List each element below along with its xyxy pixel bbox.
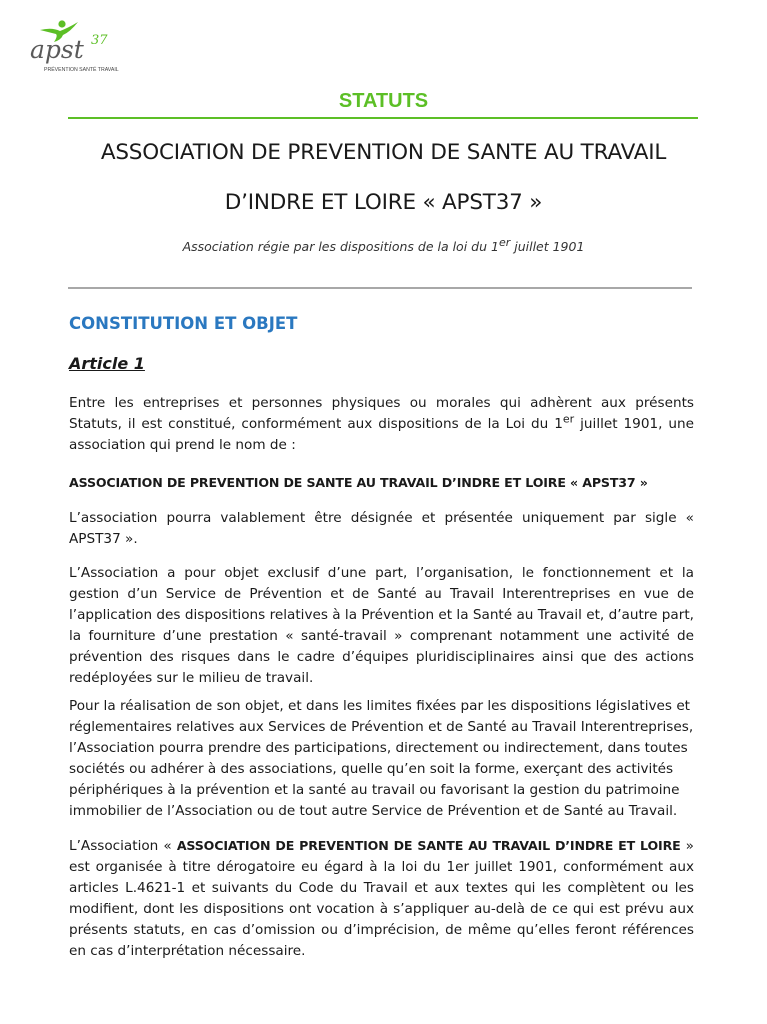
header-divider [68,287,692,289]
paragraph-participations: Pour la réalisation de son objet, et dans les limites fixées par les dispositions législatives et réglementaires relatives aux Services de Prévention et de Santé au Travail Interentreprises, l’Association pourra prendre des participations, directement ou indirectement, dans toutes sociétés ou adhérer à des associations, quelle qu’en soit la forme, exerçant des activités périphériques à la prévention et la santé au travail ou favorisant la gestion du patrimoine immobilier de l’Association ou de tout autre Service de Prévention et de Santé au Travail. [69,698,694,819]
law-reference-sup: er [498,236,511,249]
paragraph-derogation-start: L’Association « [69,838,177,854]
logo-tagline: PRÉVENTION SANTÉ TRAVAIL [44,67,119,73]
paragraph-derogation [69,835,694,962]
paragraph-constitution-text: Entre les entreprises et personnes physiques ou morales qui adhèrent aux présents Statuts, il est constitué, conformément aux dispositions de la Loi du 1 [69,395,694,432]
article-title: Article 1 [69,354,145,373]
paragraph-purpose: L’Association a pour objet exclusif d’une part, l’organisation, le fonctionnement et la gestion d’un Service de Prévention et de Santé au Travail Interentreprises en vue de l’application des dispositions relatives à la Prévention et la Santé au Travail et, d’autre part, la fourniture d’une prestation « santé-travail » comprenant notamment une activité de prévention des risques dans le cadre d’équipes pluridisciplinaires ainsi que des actions redéployées sur le milieu de travail. [69,565,694,686]
paragraph-constitution-sup: er [562,412,575,426]
law-reference [0,236,767,254]
apst37-logo [28,18,120,76]
paragraph-acronym: L’association pourra valablement être désignée et présentée uniquement par sigle « APST37 ». [69,510,694,547]
paragraph-constitution [69,393,694,456]
association-name-line-2: D’INDRE ET LOIRE « APST37 » [224,190,543,215]
paragraph-derogation-bold: ASSOCIATION DE PREVENTION DE SANTE AU TRAVAIL D’INDRE ET LOIRE [176,838,681,853]
paragraph-derogation-text: » est organisée à titre dérogatoire eu égard à la loi du 1er juillet 1901, conformément aux articles L.4621-1 et suivants du Code du Travail et aux textes qui les complètent ou les modifient, dont les dispositions ont vocation à s’appliquer au-delà de ce qui est prévu aux présents statuts, en cas d’omission ou d’imprécision, de même qu’elles feront références en cas d’interprétation nécessaire. [69,838,694,959]
law-reference-text: Association régie par les dispositions de la loi du 1 [182,239,499,255]
association-full-name: ASSOCIATION DE PREVENTION DE SANTE AU TRAVAIL D’INDRE ET LOIRE « APST37 » [69,475,648,490]
title-divider [68,117,698,119]
logo-number: 37 [91,33,108,48]
paragraph-constitution-end: juillet 1901, une association qui prend le nom de : [69,416,695,453]
law-reference-year: juillet 1901 [510,239,585,255]
association-name-line-1: ASSOCIATION DE PREVENTION DE SANTE AU TRAVAIL [100,140,667,165]
section-title: CONSTITUTION ET OBJET [69,314,298,333]
logo-wordmark: apst [30,35,84,64]
document-title: STATUTS [338,90,429,112]
